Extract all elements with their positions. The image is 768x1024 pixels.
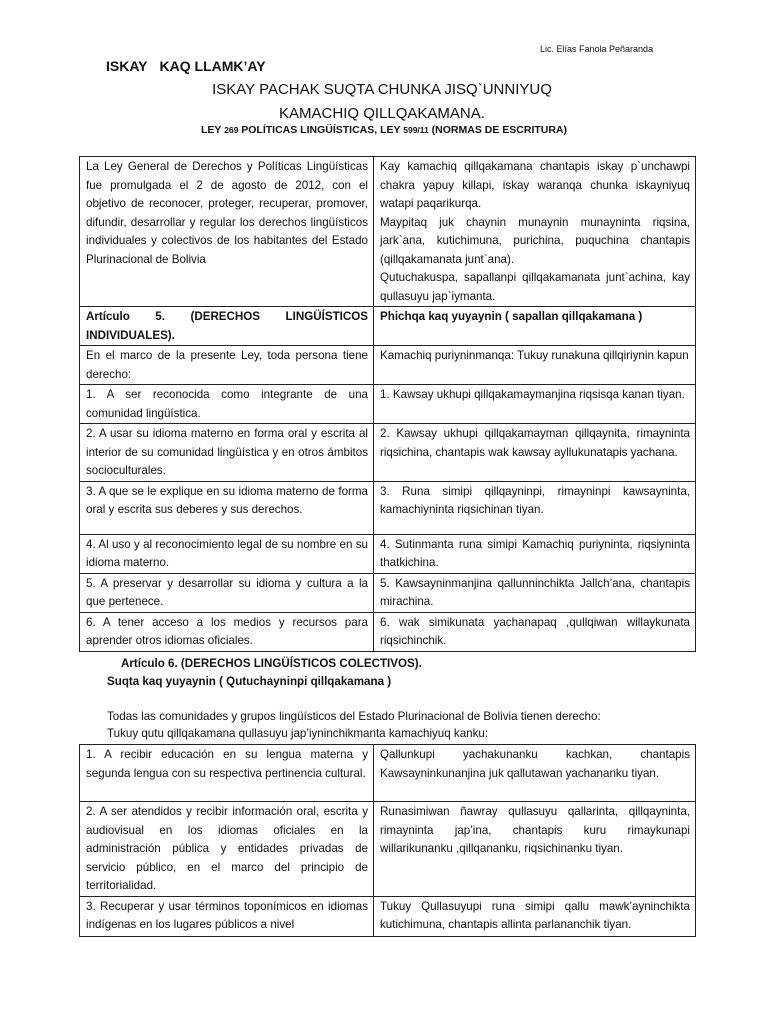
spanish-cell: 1. A recibir educación en su lengua materna y segunda lengua con su respectiva pertinencia cultural. (80, 745, 374, 802)
spanish-cell: 1. A ser reconocida como integrante de una comunidad lingüística. (80, 385, 374, 424)
quechua-paragraph: Kay kamachiq qillqakamana chantapis iskay p`unchawpi chakra yapuy killapi, iskay waranqa chunka iskayniyuq watapi paqarikurqa. (380, 160, 690, 210)
document-title-line-1: ISKAY PACHAK SUQTA CHUNKA JISQ`UNNIYUQ (212, 81, 552, 98)
table-row (80, 307, 696, 346)
quechua-cell: 1. Kawsay ukhupi qillqakamaymanjina riqsisqa kanan tiyan. (374, 385, 696, 424)
table-row (80, 385, 696, 424)
subtitle-part: (NORMAS DE ESCRITURA) (428, 124, 568, 136)
quechua-cell: Tukuy Qullasuyupi runa simipi qallu mawk’ayninchikta kutichimuna, chantapis allinta parlananchik tiyan. (374, 896, 696, 936)
subtitle-part: POLÍTICAS LINGÜÍSTICAS, LEY (238, 124, 404, 136)
table-row (80, 157, 696, 307)
spanish-cell: 6. A tener acceso a los medios y recursos para aprender otros idiomas oficiales. (80, 612, 374, 651)
quechua-cell: 4. Sutinmanta runa simipi Kamachiq puriyninta, riqsiyninta thatkichina. (374, 534, 696, 573)
author-name: Lic. Elías Fanola Peñaranda (540, 44, 654, 54)
table-row (80, 534, 696, 573)
subtitle-law-number: 599/11 (403, 125, 429, 135)
table-row (80, 745, 696, 802)
table-row (80, 802, 696, 897)
spanish-cell: 2. A ser atendidos y recibir información oral, escrita y audiovisual en los idiomas oficiales en la administración pública y entidades privadas de servicio público, en el marco del principio de territorialidad. (80, 802, 374, 897)
table-row (80, 424, 696, 482)
quechua-cell: Qallunkupi yachakunanku kachkan, chantapis Kawsayninkunanjina juk qallutawan yachananku tiyan. (374, 745, 696, 802)
table-row (80, 481, 696, 534)
table-row (80, 896, 696, 936)
quechua-cell: 6. wak simikunata yachanapaq ,qullqiwan willaykunata riqsichinchik. (374, 612, 696, 651)
spanish-cell: 5. A preservar y desarrollar su idioma y cultura a la que pertenece. (80, 573, 374, 612)
subtitle-part: LEY (200, 124, 225, 136)
heading-word-1: ISKAY (106, 58, 148, 74)
collective-rights-table (79, 744, 696, 937)
spanish-cell: 2. A usar su idioma materno en forma oral y escrita al interior de su comunidad lingüística y en otros ámbitos socioculturales. (80, 424, 374, 482)
quechua-cell (374, 157, 696, 307)
quechua-cell: 5. Kawsayninmanjina qallunninchikta Jallch’ana, chantapis mirachina. (374, 573, 696, 612)
article-6-intro-qu: Tukuy qutu qillqakamana qullasuyu jap’iyninchikmanta kamachiyuq kanku: (107, 727, 489, 740)
article-5-heading-qu: Phichqa kaq yuyaynin ( sapallan qillqakamana ) (374, 307, 696, 346)
quechua-cell: 3. Runa simipi qillqayninpi, rimayninpi kawsayninta, kamachiyninta riqsichinan tiyan. (374, 481, 696, 534)
document-title-line-2: KAMACHIQ QILLQAKAMANA. (279, 105, 485, 122)
spanish-cell: 3. Recuperar y usar términos toponímicos en idiomas indígenas en los lugares públicos a nivel (80, 896, 374, 936)
quechua-cell: Kamachiq puriyninmanqa: Tukuy runakuna qillqiriynin kapun (374, 346, 696, 385)
quechua-cell: 2. Kawsay ukhupi qillqakamayman qillqaynita, rimayninta riqsichina, chantapis wak kawsay ayllukunatapis yachana. (374, 424, 696, 482)
quechua-paragraph: Maypitaq juk chaynin munaynin munayninta riqsina, jark`ana, kutichimuna, purichina, puquchina chantapis (qillqakamanata junt`ana). (380, 215, 690, 266)
spanish-cell: 3. A que se le explique en su idioma materno de forma oral y escrita sus deberes y sus derechos. (80, 481, 374, 534)
spanish-cell: 4. Al uso y al reconocimiento legal de su nombre en su idioma materno. (80, 534, 374, 573)
article-5-heading-es: Artículo 5. (DERECHOS LINGÜÍSTICOS INDIVIDUALES). (80, 307, 374, 346)
subtitle-law-number: 269 (224, 125, 239, 135)
quechua-cell: Runasimiwan ñawray qullasuyu qallarinta, qillqayninta, rimayninta jap’ina, chantapis kuru rimaykunapi willarikunanku ,qillqananku, riqsichinanku tiyan. (374, 802, 696, 897)
individual-rights-table (79, 156, 696, 652)
spanish-cell: La Ley General de Derechos y Políticas Lingüísticas fue promulgada el 2 de agosto de 2012, con el objetivo de reconocer, proteger, recuperar, promover, difundir, desarrollar y regular los derechos lingüísticos individuales y colectivos de los habitantes del Estado Plurinacional de Bolivia (80, 157, 374, 307)
heading-word-2: KAQ LLAMK’AY (159, 58, 266, 74)
article-6-heading-es: Artículo 6. (DERECHOS LINGÜÍSTICOS COLECTIVOS). (121, 657, 422, 670)
table-row (80, 573, 696, 612)
article-6-heading-qu: Suqta kaq yuyaynin ( Qutuchayninpi qillqakamana ) (107, 675, 392, 688)
section-heading (106, 58, 266, 74)
article-6-intro-es: Todas las comunidades y grupos lingüísticos del Estado Plurinacional de Bolivia tienen derecho: (107, 710, 601, 723)
spanish-cell: En el marco de la presente Ley, toda persona tiene derecho: (80, 346, 374, 385)
table-row (80, 346, 696, 385)
table-row (80, 612, 696, 651)
document-subtitle (0, 124, 768, 136)
quechua-paragraph: Qutuchakuspa, sapallanpi qillqakamanata junt`achina, kay qullasuyu jap`iymanta. (380, 271, 690, 303)
